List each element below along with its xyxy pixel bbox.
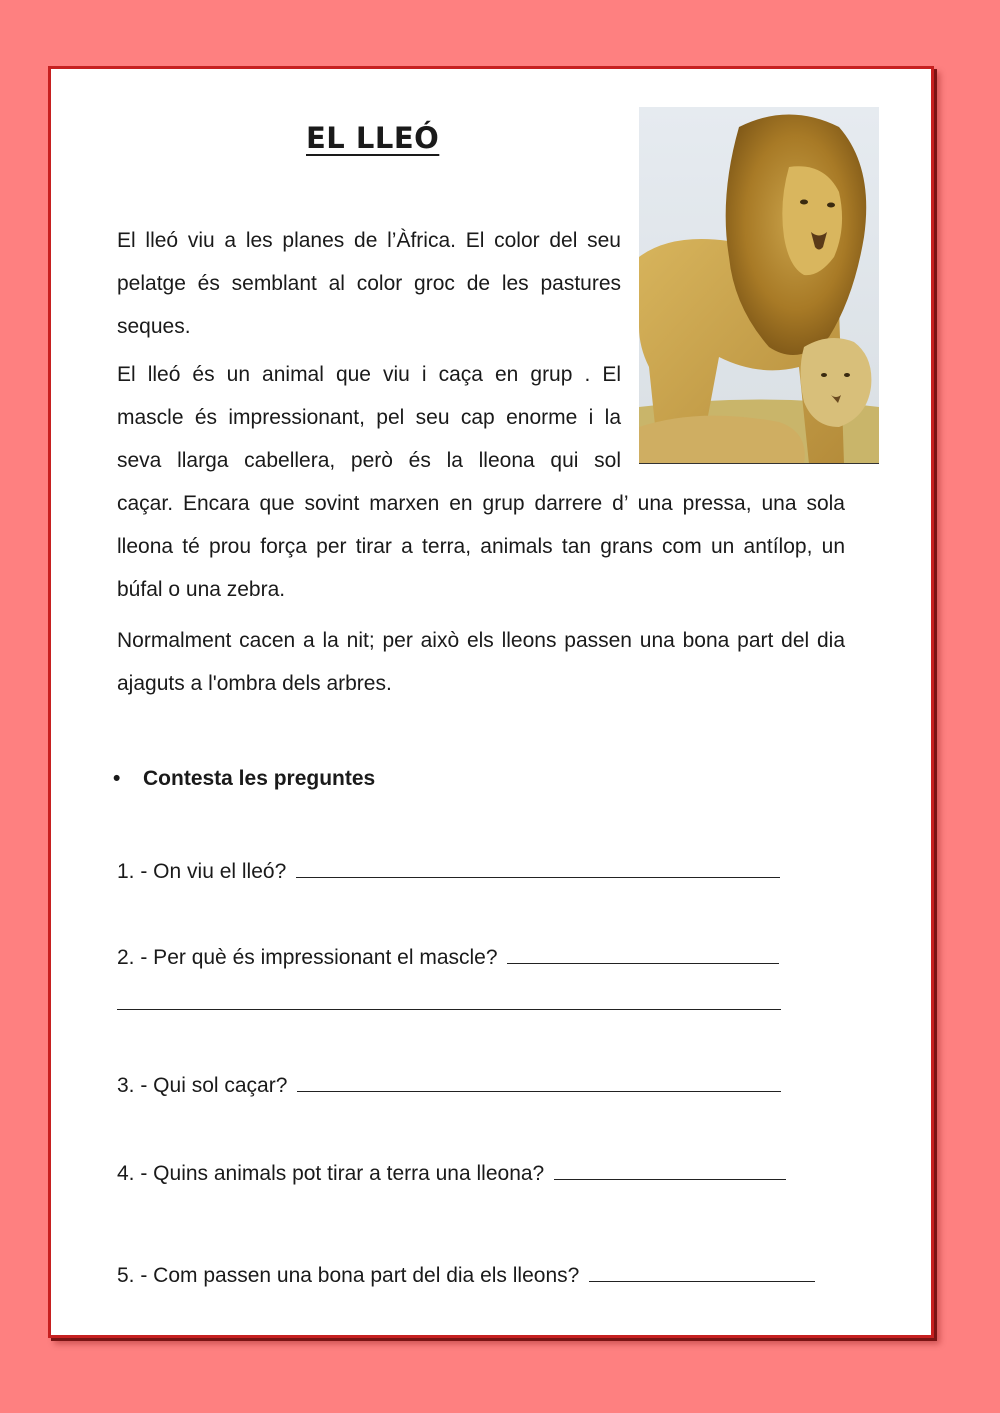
question-number: 3. <box>117 1074 135 1097</box>
question-1 <box>117 859 780 884</box>
answer-blank-3[interactable] <box>297 1073 781 1092</box>
question-text: - Quins animals pot tirar a terra una lleona? <box>140 1162 545 1185</box>
lion-image <box>639 107 879 464</box>
paragraph-2 <box>117 353 621 482</box>
worksheet-page <box>48 66 934 1338</box>
answer-blank-2-extra-line[interactable] <box>117 1009 781 1010</box>
question-number: 4. <box>117 1162 135 1185</box>
question-text: - Qui sol caçar? <box>140 1074 288 1097</box>
paragraph-1: El lleó viu a les planes de l’Àfrica. El color del seu pelatge és semblant al color groc de les pastures seques. <box>117 229 621 338</box>
answer-blank-5[interactable] <box>589 1263 815 1282</box>
question-text: - Per què és impressionant el mascle? <box>140 946 498 969</box>
question-4 <box>117 1161 786 1186</box>
bullet-icon: • <box>113 767 121 790</box>
page-title: EL LLEÓ <box>306 121 440 155</box>
lion-photo <box>639 107 879 464</box>
paragraph-2-continued: caçar. Encara que sovint marxen en grup darrere d’ una pressa, una sola lleona té prou força per tirar a terra, animals tan grans com un antílop, un búfal o una zebra. <box>117 492 845 601</box>
answer-blank-4[interactable] <box>554 1161 786 1180</box>
paragraph-2-line-3: seva llarga cabellera, però és la lleona qui sol <box>117 449 621 472</box>
answer-blank-2[interactable] <box>507 945 779 964</box>
question-number: 2. <box>117 946 135 969</box>
paragraph-2-line-1: El lleó és un animal que viu i caça en grup . El <box>117 363 621 386</box>
question-2 <box>117 945 779 970</box>
question-5 <box>117 1263 815 1288</box>
question-number: 1. <box>117 860 135 883</box>
paragraph-3: Normalment cacen a la nit; per això els lleons passen una bona part del dia ajaguts a l'ombra dels arbres. <box>117 629 845 695</box>
instruction-text: Contesta les preguntes <box>143 767 376 790</box>
question-number: 5. <box>117 1264 135 1287</box>
answer-blank-1[interactable] <box>296 859 780 878</box>
question-text: - On viu el lleó? <box>140 860 287 883</box>
question-3 <box>117 1073 781 1098</box>
instruction <box>113 767 375 791</box>
question-text: - Com passen una bona part del dia els lleons? <box>140 1264 580 1287</box>
paragraph-2-line-2: mascle és impressionant, pel seu cap enorme i la <box>117 406 621 429</box>
